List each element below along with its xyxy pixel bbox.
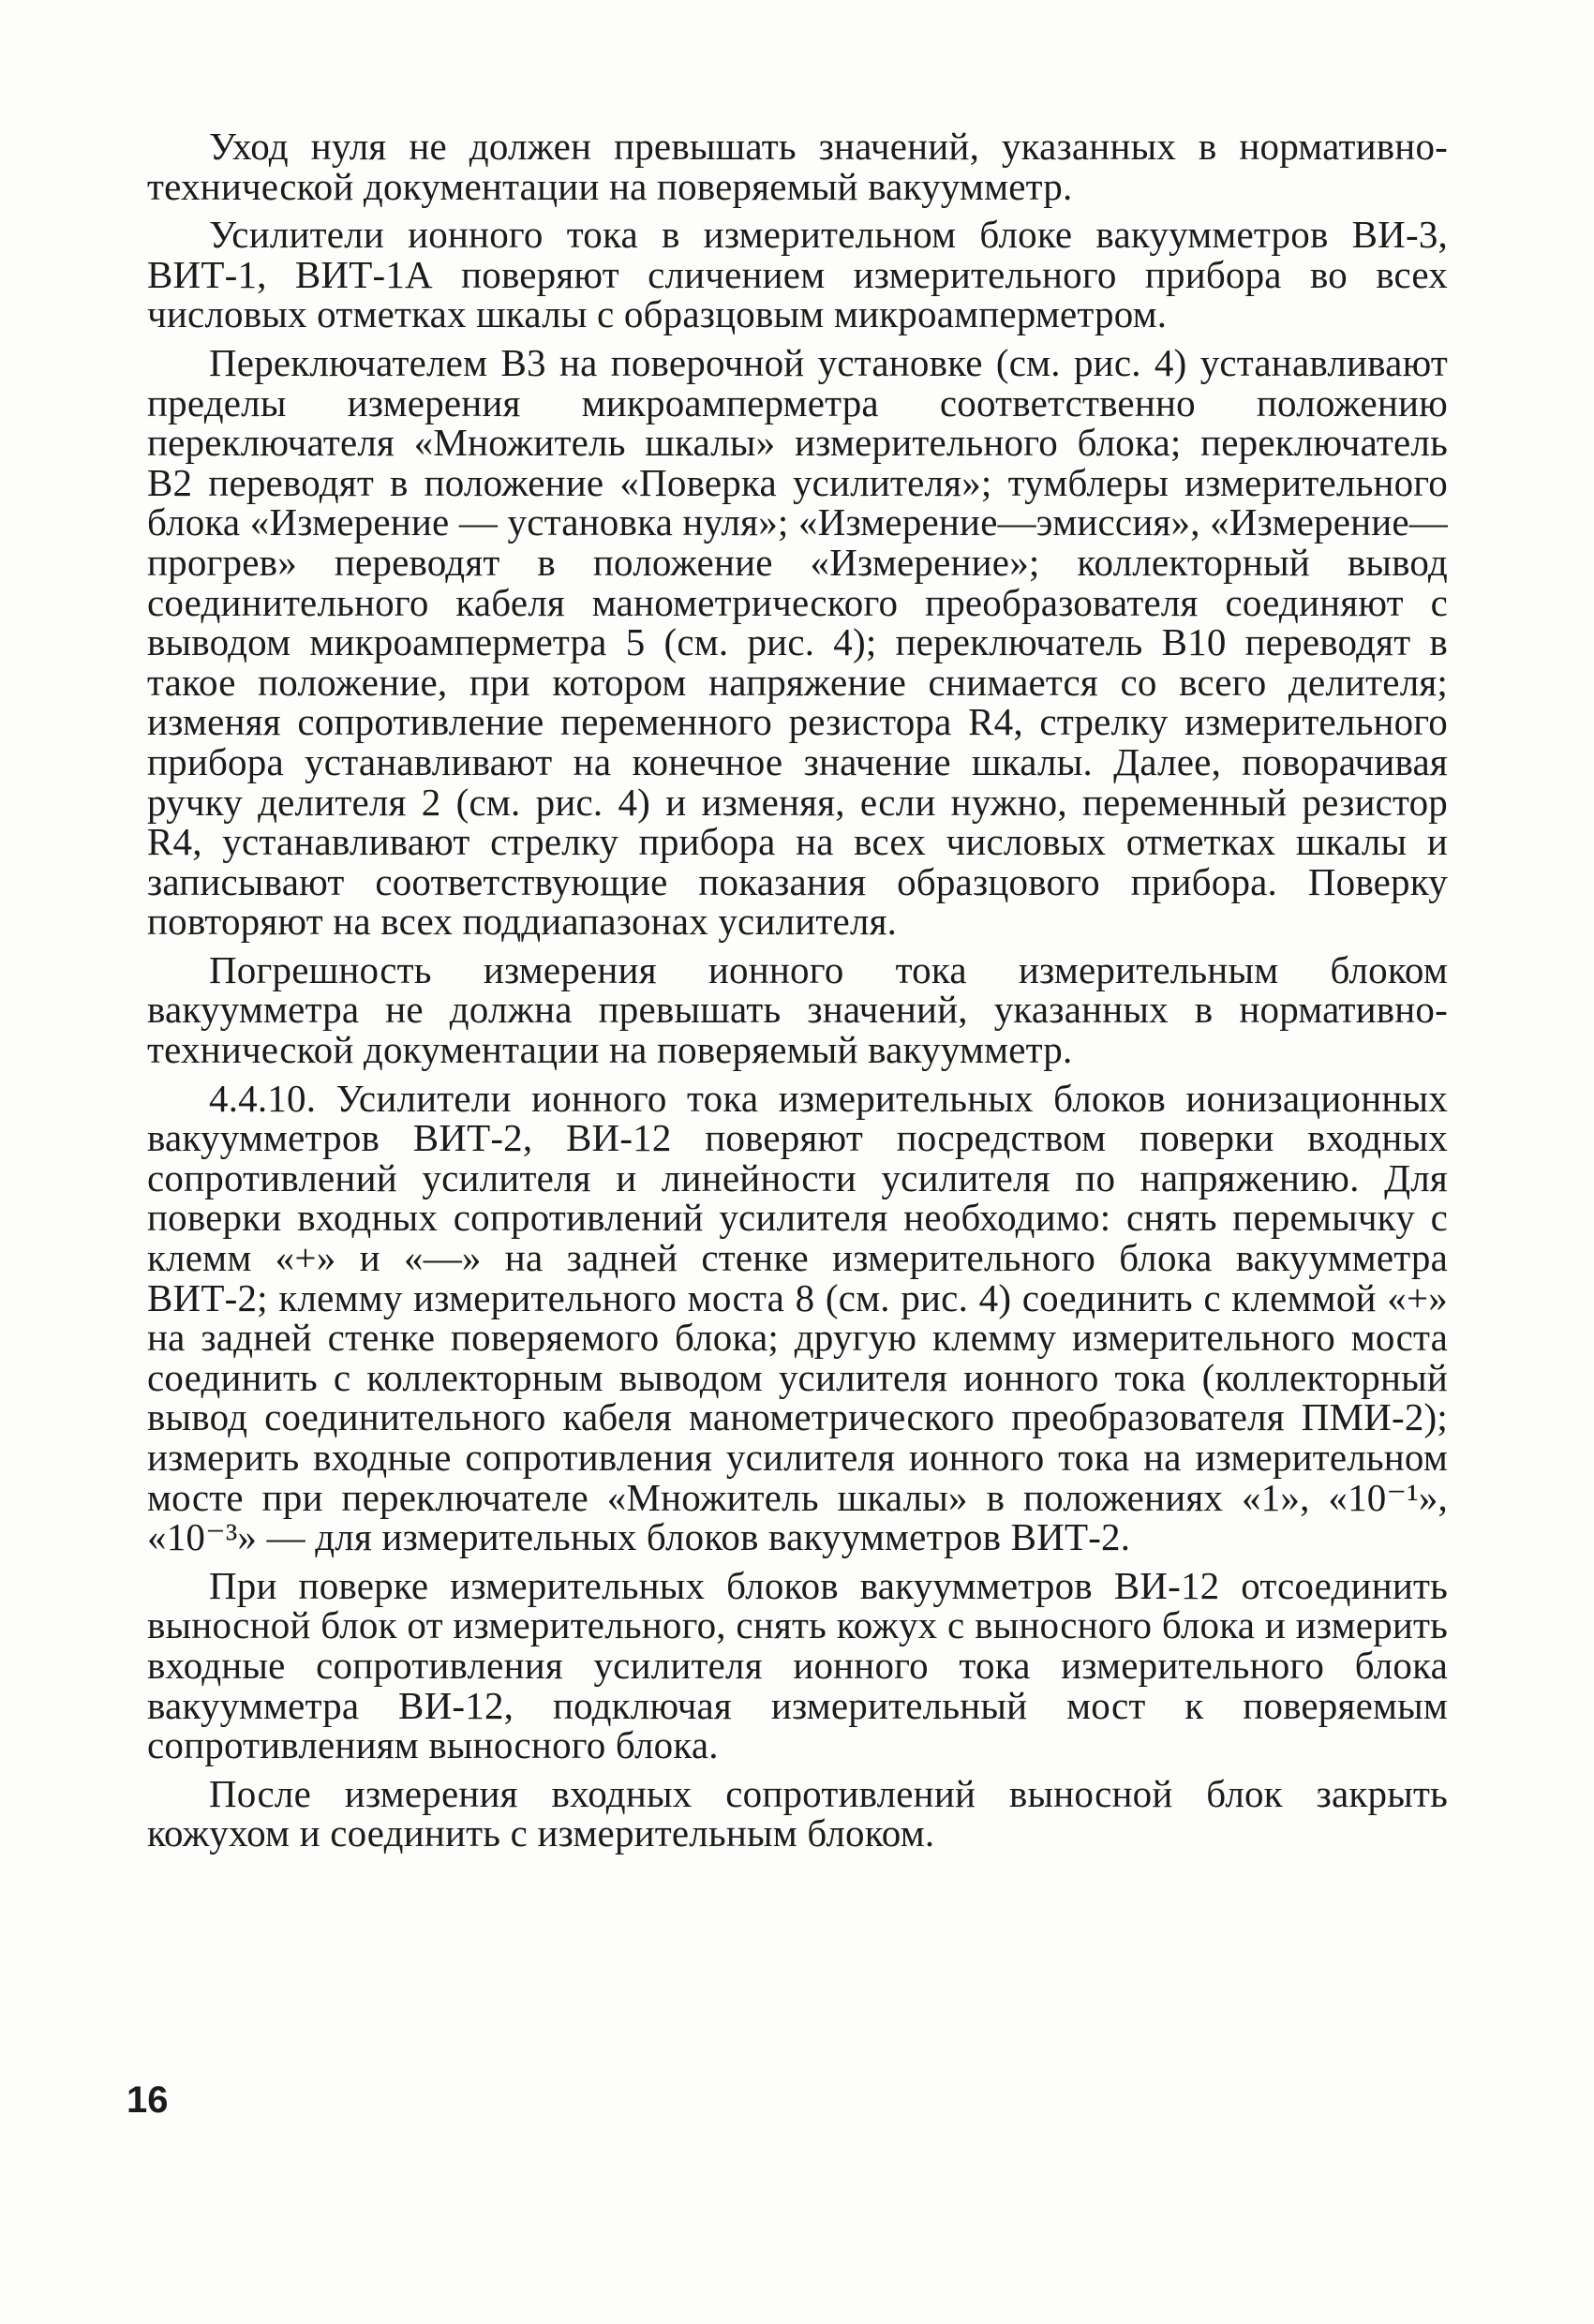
page-number: 16 bbox=[127, 2079, 169, 2121]
paragraph-measurement-error: Погрешность измерения ионного тока измерительным блоком вакуумметра не должна превышать значений, указанных в нормативно-технической документации на поверяемый вакуумметр. bbox=[147, 947, 1448, 1072]
paragraph-vi-12-verification: При поверке измерительных блоков вакуумметров ВИ-12 отсоединить выносной блок от измерительного, снять кожух с выносного блока и измерить входные сопротивления усилителя ионного тока измерительного блока вакуумметра ВИ-12, подключая измерительный мост к поверяемым сопротивлениям выносного блока. bbox=[147, 1563, 1448, 1767]
body-text bbox=[147, 127, 1448, 1854]
paragraph-after-measurement: После измерения входных сопротивлений выносной блок закрыть кожухом и соединить с измерительным блоком. bbox=[147, 1771, 1448, 1855]
paragraph-ion-current-amplifiers: Усилители ионного тока в измерительном блоке вакуумметров ВИ-3, ВИТ-1, ВИТ-1А поверяют сличением измерительного прибора во всех числовых отметках шкалы с образцовым микроамперметром. bbox=[147, 213, 1448, 336]
paragraph-section-4-4-10: 4.4.10. Усилители ионного тока измерительных блоков ионизационных вакуумметров ВИТ-2, ВИ-12 поверяют посредством поверки входных сопротивлений усилителя и линейности усилителя по напряжению. Для поверки входных сопротивлений усилителя необходимо: снять перемычку с клемм «+» и «—» на задней стенке измерительного блока вакуумметра ВИТ-2; клемму измерительного моста 8 (см. рис. 4) соединить с клеммой «+» на задней стенке поверяемого блока; другую клемму измерительного моста соединить с коллекторным выводом усилителя ионного тока (коллекторный вывод соединительного кабеля манометрического преобразователя ПМИ-2); измерить входные сопротивления усилителя ионного тока на измерительном мосте при переключателе «Множитель шкалы» в положениях «1», «10⁻¹», «10⁻³» — для измерительных блоков вакуумметров ВИТ-2. bbox=[147, 1076, 1448, 1559]
paragraph-switch-procedure: Переключателем В3 на поверочной установке (см. рис. 4) устанавливают пределы измерения микроамперметра соответственно положению переключателя «Множитель шкалы» измерительного блока; переключатель В2 переводят в положение «Поверка усилителя»; тумблеры измерительного блока «Измерение — установка нуля»; «Измерение—эмиссия», «Измерение—прогрев» переводят в положение «Измерение»; коллекторный вывод соединительного кабеля манометрического преобразователя соединяют с выводом микроамперметра 5 (см. рис. 4); переключатель В10 переводят в такое положение, при котором напряжение снимается со всего делителя; изменяя сопротивление переменного резистора R4, стрелку измерительного прибора устанавливают на конечное значение шкалы. Далее, поворачивая ручку делителя 2 (см. рис. 4) и изменяя, если нужно, переменный резистор R4, устанавливают стрелку прибора на всех числовых отметках шкалы и записывают соответствующие показания образцового прибора. Поверку повторяют на всех поддиапазонах усилителя. bbox=[147, 340, 1448, 944]
paragraph-zero-drift: Уход нуля не должен превышать значений, указанных в нормативно-технической документации на поверяемый вакуумметр. bbox=[147, 125, 1448, 208]
